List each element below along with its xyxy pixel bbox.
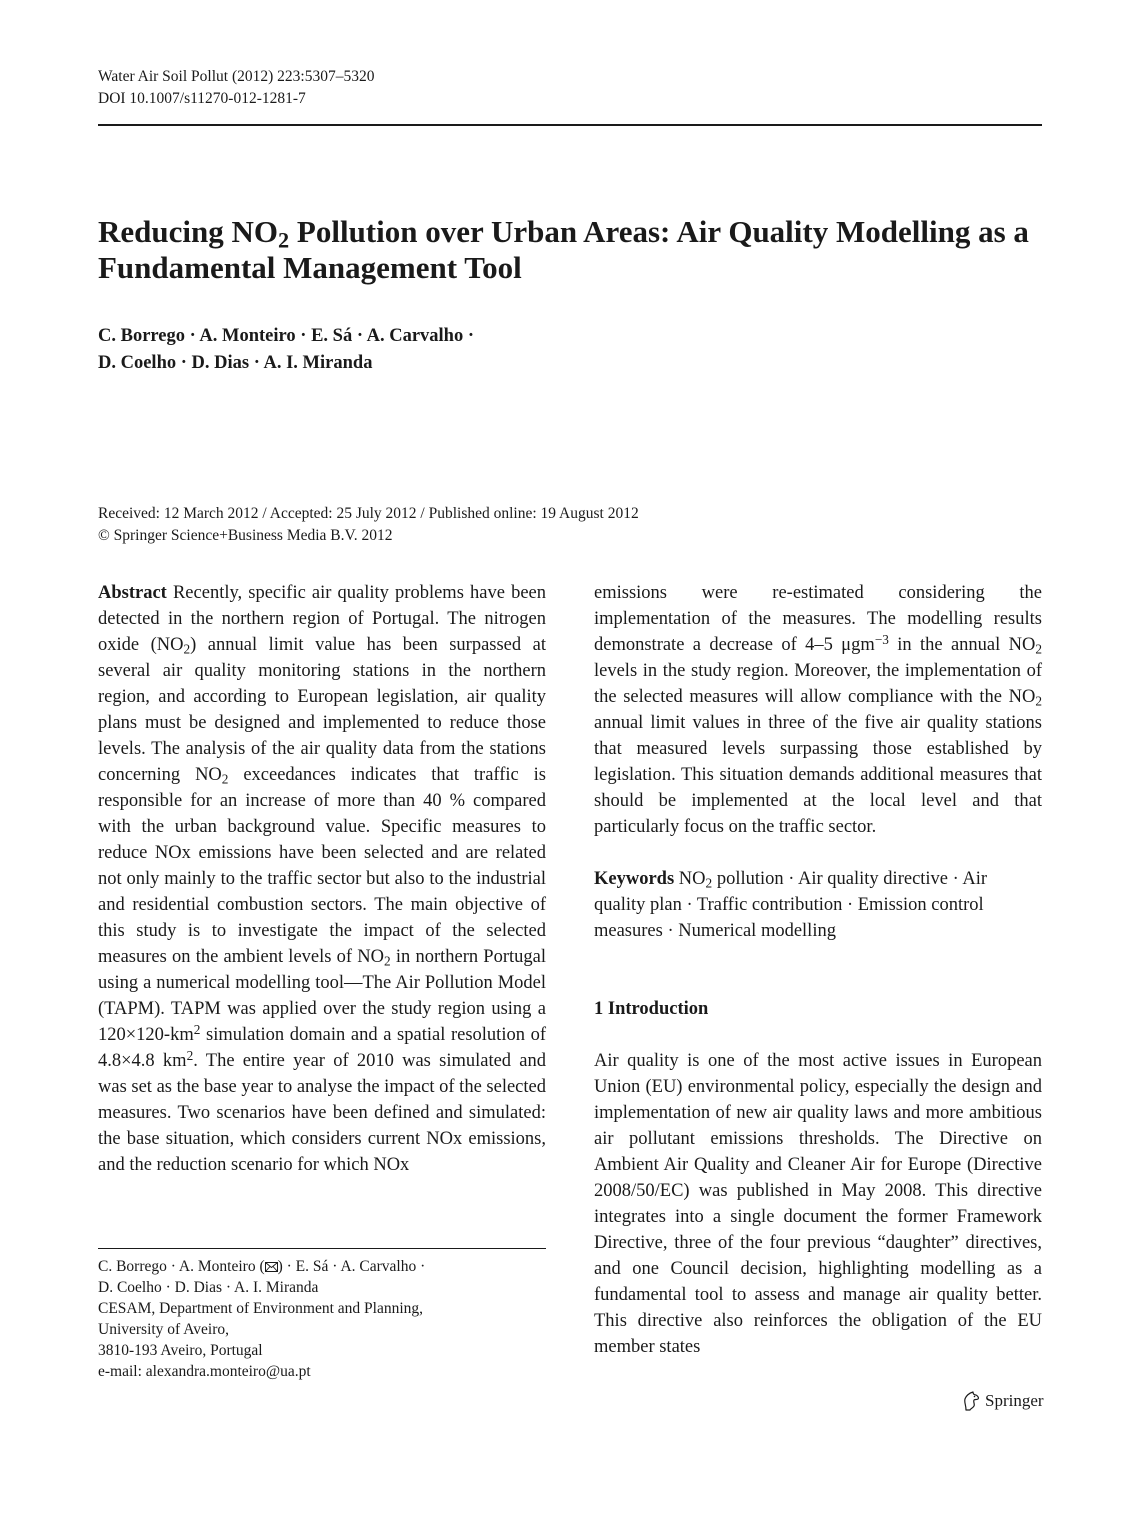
envelope-icon — [265, 1257, 278, 1267]
footnote-rule — [98, 1248, 546, 1249]
keywords-label: Keywords — [594, 869, 675, 889]
right-column — [594, 580, 1042, 1360]
copyright: © Springer Science+Business Media B.V. 2012 — [98, 527, 393, 544]
authors-line-2: D. Coelho · D. Dias · A. I. Miranda — [98, 353, 373, 373]
doi: DOI 10.1007/s11270-012-1281-7 — [98, 90, 306, 107]
springer-logo — [962, 1390, 1044, 1412]
journal-header — [98, 66, 374, 110]
abstract-label: Abstract — [98, 583, 167, 603]
abstract-left-column — [98, 580, 546, 1178]
author-list — [98, 323, 474, 377]
article-history — [98, 503, 639, 547]
history-dates: Received: 12 March 2012 / Accepted: 25 July 2012 / Published online: 19 August 2012 — [98, 505, 639, 522]
header-rule — [98, 124, 1042, 126]
journal-citation: Water Air Soil Pollut (2012) 223:5307–5320 — [98, 68, 375, 85]
contact-email: e-mail: alexandra.monteiro@ua.pt — [98, 1363, 311, 1380]
springer-wordmark: Springer — [985, 1391, 1044, 1410]
author-affiliation: C. Borrego · A. Monteiro ( ) · E. Sá · A. Carvalho · D. Coelho · D. Dias · A. I. Miranda CESAM, Department of Environment and Planning, University of Aveiro, 3810-193 Aveiro, Portugal e-mail: alexandra.monteiro@ua.pt — [98, 1258, 426, 1380]
abstract-paragraph: Abstract Recently, specific air quality problems have been detected in the northern region of Portugal. The nitrogen oxide $(NO_2)$ annual limit value has been surpassed at several air quality monitoring stations in the northern region, and according to European legislation, air quality plans must be designed and implemented to reduce those levels. The analysis of the air quality data from the stations concerning $NO_2$ exceedances indicates that traffic is responsible for an increase of more than 40 % compared with the urban background value. Specific measures to reduce NOx emissions have been selected and are related not only mainly to the traffic sector but also to the industrial and residential combustion sectors. The main objective of this study is to investigate the impact of the selected measures on the ambient levels of $NO_2$ in northern Portugal using a numerical modelling tool—The Air Pollution Model (TAPM). TAPM was applied over the study region using a $120\times 120-km^2$ simulation domain and a spatial resolution of 4.8×4.8 $km^2$. The entire year of 2010 was simulated and was set as the base year to analyse the impact of the selected measures. Two scenarios have been defined and simulated: the base situation, which considers current NOx emissions, and the reduction scenario for which NOx — [98, 583, 547, 1175]
abstract-continuation: emissions were re-estimated considering the implementation of the measures. The modelling results demonstrate a decrease of 4–5 μgm$^{-3}$ in the annual $NO_2$ levels in the study region. Moreover, the implementation of the selected measures will allow compliance with the $NO_2$ annual limit values in three of the five air quality stations that measured levels surpassing those established by legislation. This situation demands additional measures that should be implemented at the local level and that particularly focus on the traffic sector. — [594, 583, 1042, 837]
keywords: Keywords $NO_2$ pollution · Air quality directive · Air quality plan · Traffic contribution · Emission control measures · Numerical modelling — [594, 869, 988, 941]
springer-horse-icon — [962, 1391, 980, 1411]
paper-title: Reducing $NO_2$ Pollution over Urban Areas: Air Quality Modelling as a Fundamental Management Tool — [98, 214, 1029, 285]
authors-line-1: C. Borrego · A. Monteiro · E. Sá · A. Carvalho · — [98, 326, 474, 346]
section-heading-introduction: 1 Introduction — [594, 999, 709, 1019]
introduction-paragraph: Air quality is one of the most active issues in European Union (EU) environmental policy, especially the design and implementation of new air quality laws and more ambitious air pollutant emissions thresholds. The Directive on Ambient Air Quality and Cleaner Air for Europe (Directive 2008/50/EC) was published in May 2008. This directive integrates into a single document the former Framework Directive, three of the four previous “daughter” directives, and one Council decision, highlighting modelling as a fundamental tool to assess and manage air quality better. This directive also reinforces the obligation of the EU member states — [594, 1051, 1042, 1357]
